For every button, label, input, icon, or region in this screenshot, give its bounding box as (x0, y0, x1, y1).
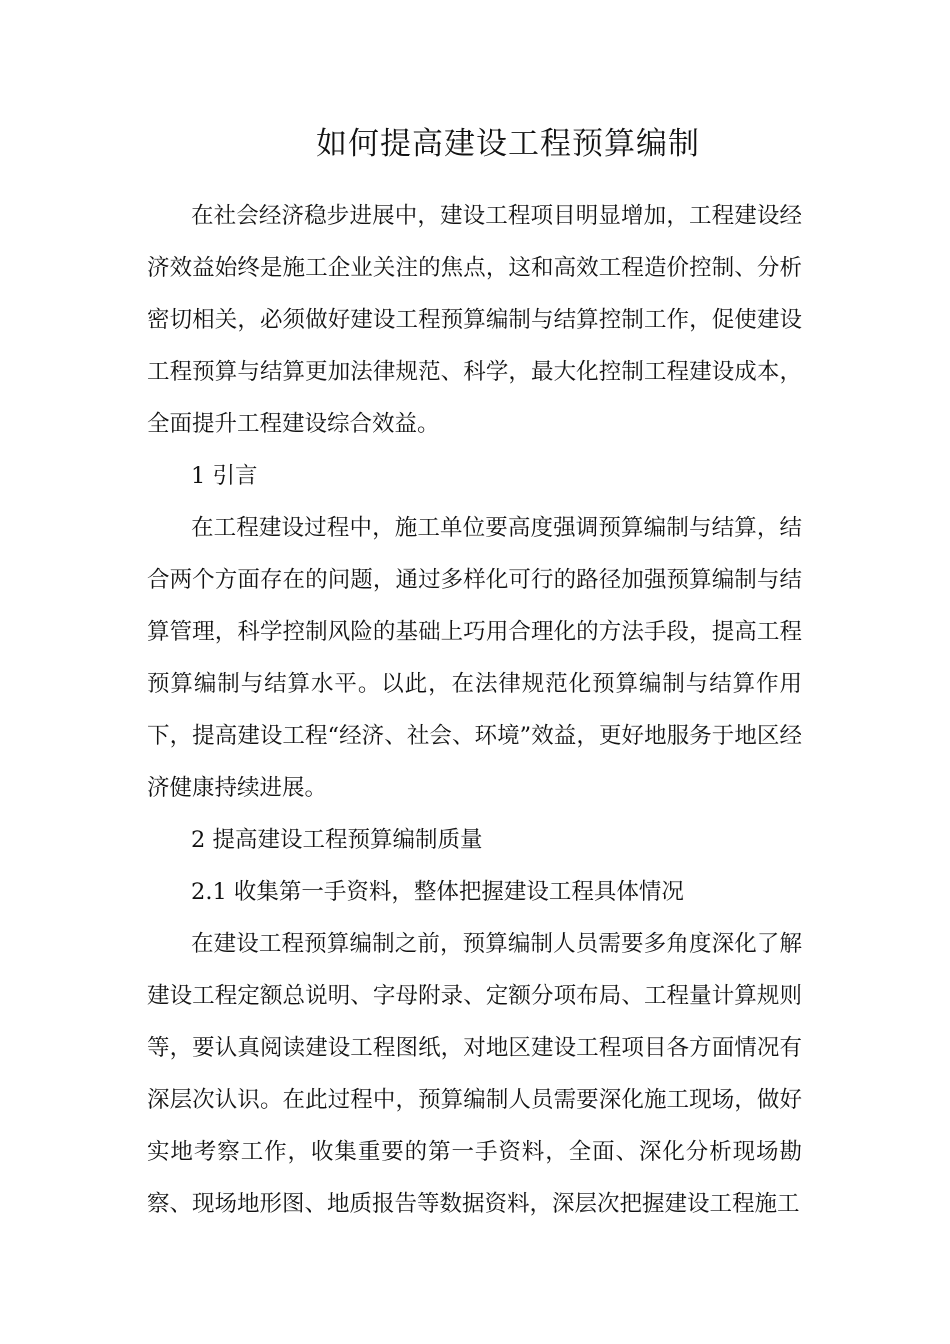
section-heading-introduction: 1 引言 (191, 463, 258, 489)
paragraph-introduction: 在工程建设过程中，施工单位要高度强调预算编制与结算，结合两个方面存在的问题，通过多样化可行的路径加强预算编制与结算管理，科学控制风险的基础上巧用合理化的方法手段，提高工程预算编制与结算水平。以此，在法律规范化预算编制与结算作用下，提高建设工程“经济、社会、环境”效益，更好地服务于地区经济健康持续进展。 (147, 515, 802, 801)
paragraph-intro: 在社会经济稳步进展中，建设工程项目明显增加，工程建设经济效益始终是施工企业关注的焦点，这和高效工程造价控制、分析密切相关，必须做好建设工程预算编制与结算控制工作，促使建设工程预算与结算更加法律规范、科学，最大化控制工程建设成本，全面提升工程建设综合效益。 (147, 203, 802, 437)
document-title: 如何提高建设工程预算编制 (316, 126, 700, 162)
subsection-heading-2-1: 2.1 收集第一手资料，整体把握建设工程具体情况 (191, 879, 684, 905)
document-body (147, 190, 802, 1230)
section-heading-2: 2 提高建设工程预算编制质量 (191, 827, 483, 853)
paragraph-2-1: 在建设工程预算编制之前，预算编制人员需要多角度深化了解建设工程定额总说明、字母附录、定额分项布局、工程量计算规则等，要认真阅读建设工程图纸，对地区建设工程项目各方面情况有深层次认识。在此过程中，预算编制人员需要深化施工现场，做好实地考察工作，收集重要的第一手资料，全面、深化分析现场勘察、现场地形图、地质报告等数据资料，深层次把握建设工程施工 (147, 931, 802, 1217)
